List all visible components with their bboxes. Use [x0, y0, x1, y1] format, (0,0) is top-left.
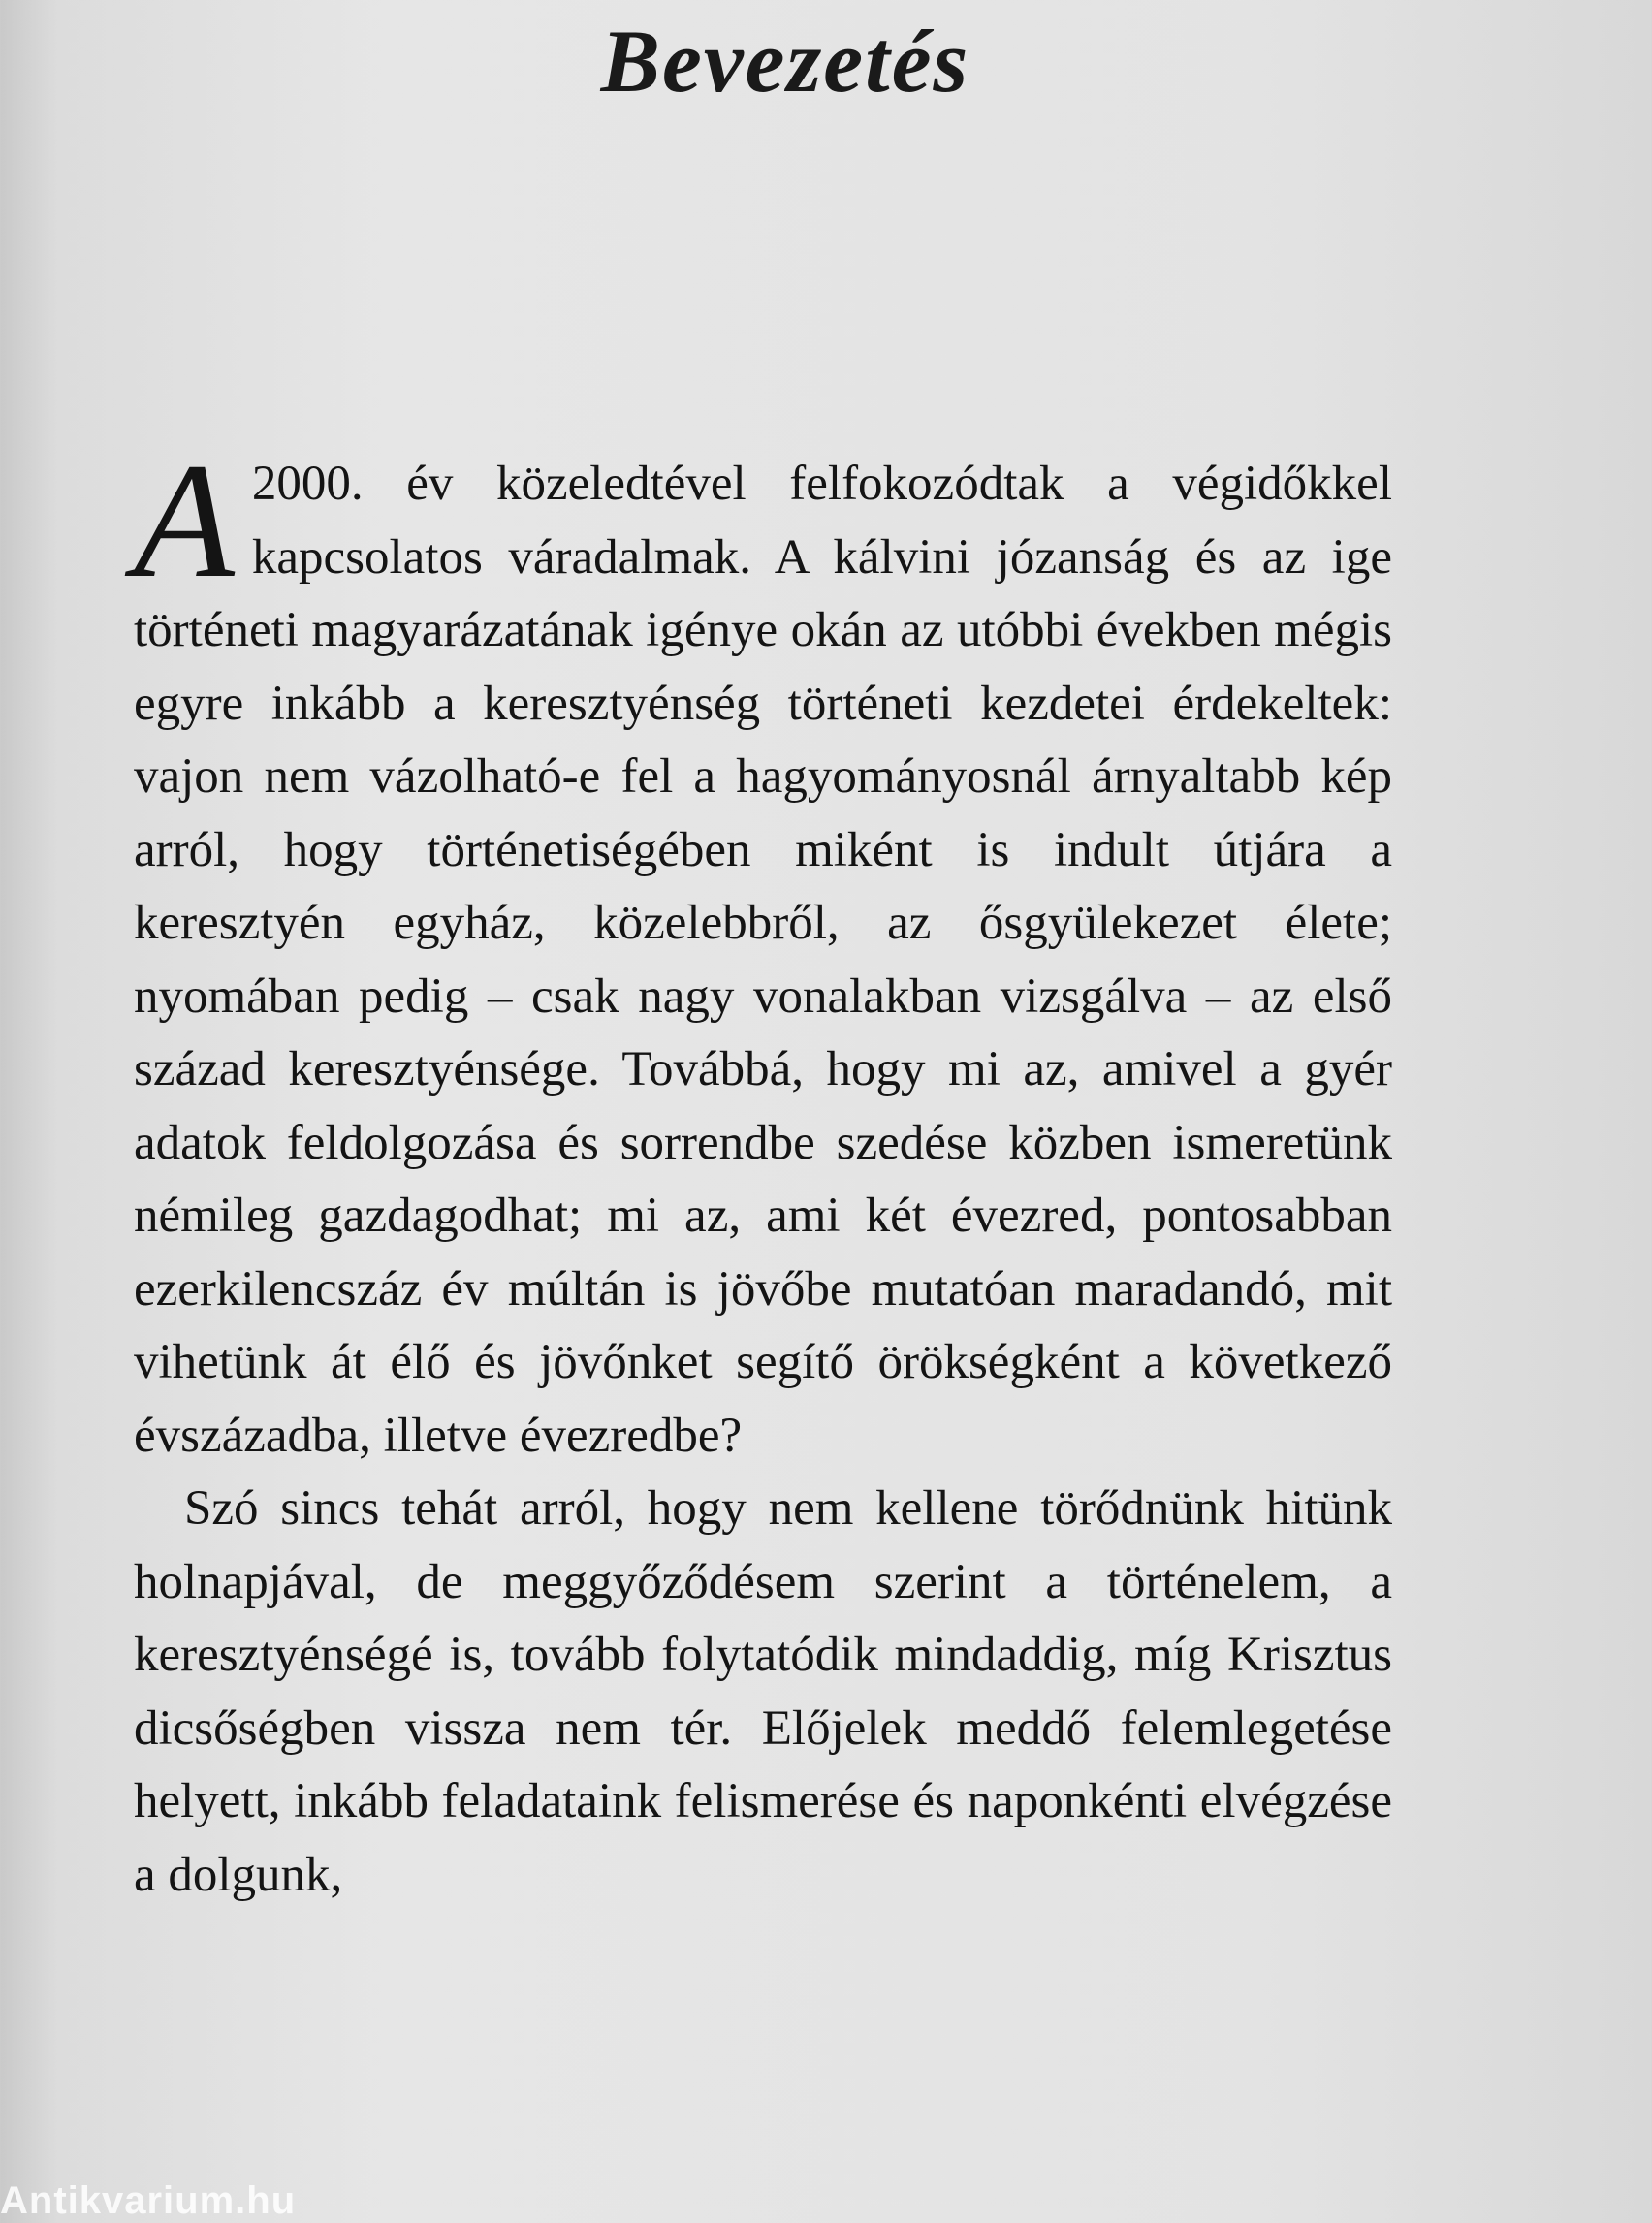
paragraph-2: Szó sincs tehát arról, hogy nem kellene törődnünk hitünk holnapjával, de meggyőződésem szerint a történelem, a keresztyénségé is, tovább folytatódik mindaddig, míg Krisztus dicsőségben vissza nem tér. Előjelek meddő felemlegetése helyett, inkább feladataink felismerése és naponkénti elvégzése a dolgunk,	[134, 1481, 1392, 1902]
watermark: Antikvarium.hu	[0, 2179, 297, 2222]
chapter-title: Bevezetés	[600, 12, 970, 111]
body-text	[134, 429, 1392, 1912]
paragraph-1	[134, 429, 1392, 1473]
paragraph-1-text: 2000. év közeledtével felfokozódtak a végidőkkel kapcsolatos váradalmak. A kálvini józanság és az ige történeti magyarázatának igénye okán az utóbbi években mégis egyre inkább a keresztyénség történeti kezdetei érdekeltek: vajon nem vázolható-e fel a hagyományosnál árnyaltabb kép arról, hogy történetiségében miként is indult útjára a keresztyén egyház, közelebbről, az ősgyülekezet élete; nyomában pedig – csak nagy vonalakban vizsgálva – az első század keresztyénsége. Továbbá, hogy mi az, amivel a gyér adatok feldolgozása és sorrendbe szedése közben ismeretünk némileg gazdagodhat; mi az, ami két évezred, pontosabban ezerkilencszáz év múltán is jövőbe mutatóan maradandó, mit vihetünk át élő és jövőnket segítő örökségként a következő évszázadba, illetve évezredbe?	[134, 457, 1392, 1463]
drop-cap: A	[134, 429, 235, 612]
